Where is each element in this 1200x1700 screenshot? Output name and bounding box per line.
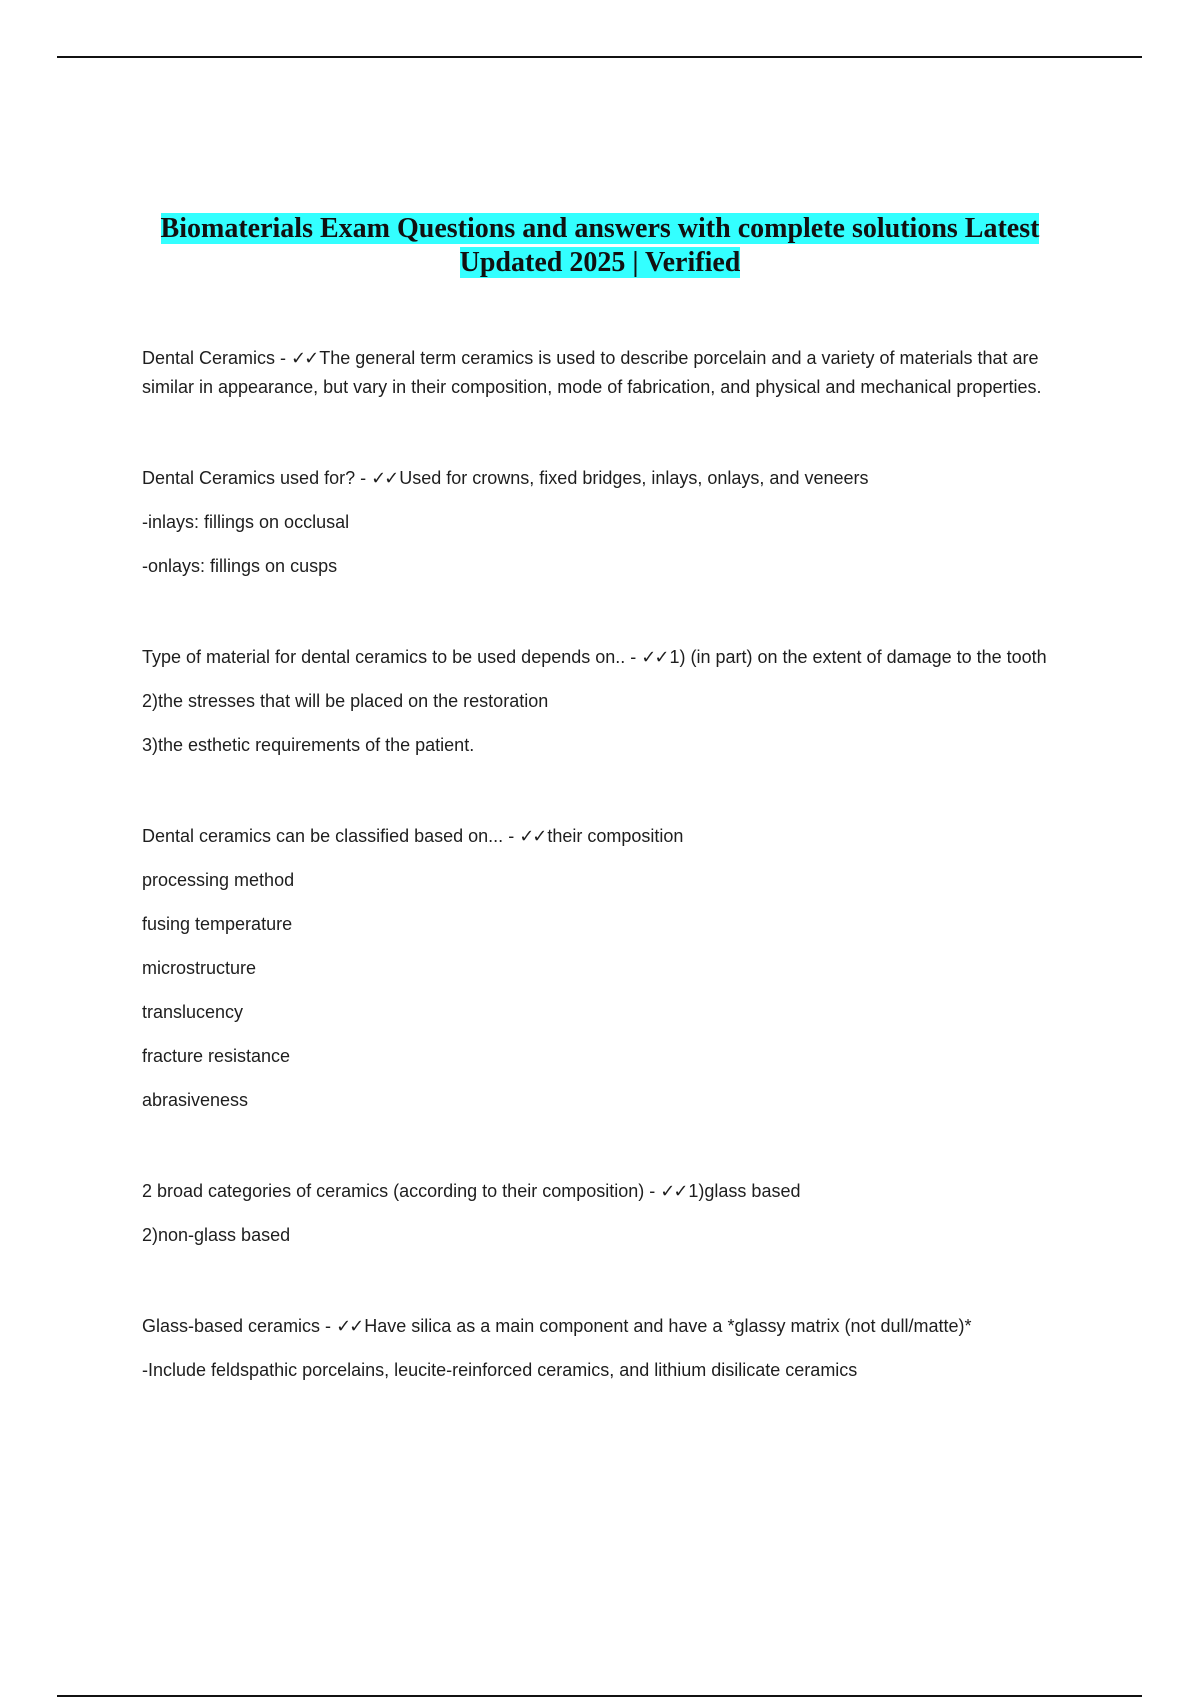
answer-line: abrasiveness: [142, 1090, 249, 1110]
question-text: Dental ceramics can be classified based on... -: [142, 826, 520, 846]
answer-line: -Include feldspathic porcelains, leucite-reinforced ceramics, and lithium disilicate ceramics: [142, 1360, 858, 1380]
footer-rule: [57, 1695, 1142, 1697]
answer-line: translucency: [142, 1002, 244, 1022]
answer-line: 2)the stresses that will be placed on the restoration: [142, 691, 549, 711]
answer-line: microstructure: [142, 958, 257, 978]
document-title: [80, 212, 1120, 280]
qa-main: [142, 464, 1062, 493]
answer-text: 1) (in part) on the extent of damage to the tooth: [669, 647, 1047, 667]
answer-line: fracture resistance: [142, 1046, 291, 1066]
question-text: Type of material for dental ceramics to be used depends on.. -: [142, 647, 642, 667]
answer-line: fusing temperature: [142, 914, 293, 934]
qa-item: [142, 822, 1062, 1115]
qa-item: [142, 1177, 1062, 1250]
qa-item: [142, 464, 1062, 581]
qa-item: [142, 1312, 1062, 1385]
qa-main: [142, 1177, 1062, 1206]
qa-list: [142, 344, 1062, 1447]
qa-item: [142, 344, 1062, 402]
double-check-icon: ✓✓: [519, 826, 546, 846]
qa-main: [142, 643, 1062, 672]
question-text: Dental Ceramics used for? -: [142, 468, 372, 488]
question-text: Dental Ceramics -: [142, 348, 292, 368]
title-line-2: Updated 2025 | Verified: [459, 247, 741, 278]
answer-text: Have silica as a main component and have a *glassy matrix (not dull/matte)*: [364, 1316, 972, 1336]
double-check-icon: ✓✓: [660, 1181, 687, 1201]
question-text: Glass-based ceramics -: [142, 1316, 337, 1336]
qa-item: [142, 643, 1062, 760]
answer-line: -inlays: fillings on occlusal: [142, 512, 350, 532]
answer-text: Used for crowns, fixed bridges, inlays, onlays, and veneers: [399, 468, 869, 488]
question-text: 2 broad categories of ceramics (according to their composition) -: [142, 1181, 661, 1201]
answer-text: their composition: [547, 826, 684, 846]
title-line-1: Biomaterials Exam Questions and answers with complete solutions Latest: [160, 213, 1040, 244]
double-check-icon: ✓✓: [371, 468, 398, 488]
double-check-icon: ✓✓: [291, 348, 318, 368]
answer-line: 2)non-glass based: [142, 1225, 291, 1245]
answer-line: 3)the esthetic requirements of the patient.: [142, 735, 475, 755]
qa-main: [142, 344, 1062, 402]
answer-text: 1)glass based: [688, 1181, 801, 1201]
answer-line: -onlays: fillings on cusps: [142, 556, 338, 576]
qa-main: [142, 822, 1062, 851]
double-check-icon: ✓✓: [641, 647, 668, 667]
double-check-icon: ✓✓: [336, 1316, 363, 1336]
answer-text: The general term ceramics is used to describe porcelain and a variety of materials that are similar in appearance, but vary in their composition, mode of fabrication, and physical and mechanical properties.: [142, 348, 1042, 397]
answer-line: processing method: [142, 870, 295, 890]
qa-main: [142, 1312, 1062, 1341]
header-rule: [57, 56, 1142, 58]
